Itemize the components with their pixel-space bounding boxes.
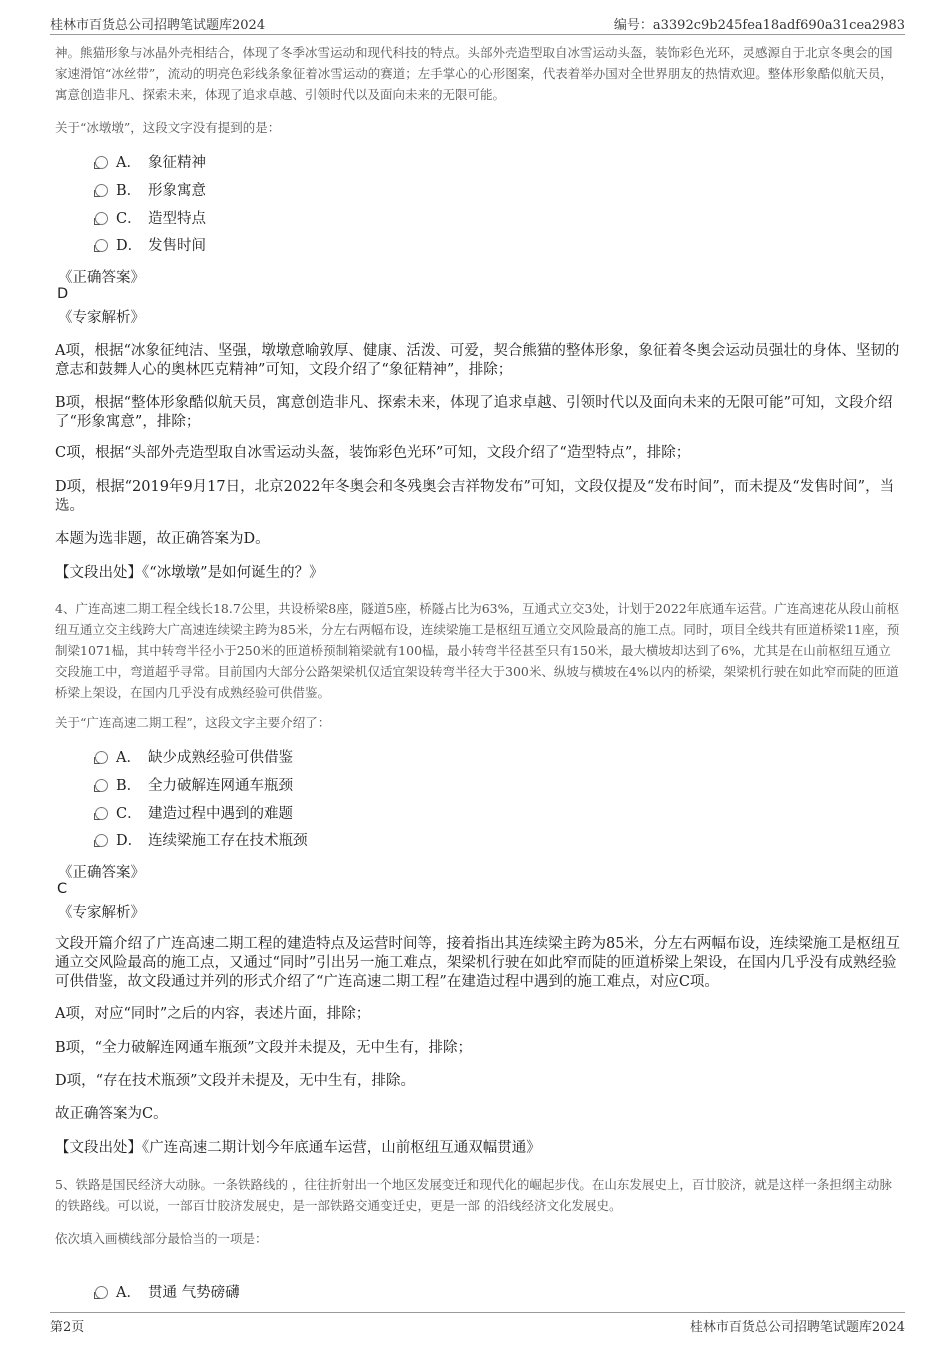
q3-option-b[interactable] bbox=[95, 181, 206, 201]
option-text: 连续梁施工存在技术瓶颈 bbox=[148, 833, 308, 849]
q4-option-b[interactable] bbox=[95, 776, 293, 796]
radio-icon[interactable] bbox=[95, 751, 108, 764]
radio-icon[interactable] bbox=[95, 212, 108, 225]
q3-option-d[interactable] bbox=[95, 236, 206, 256]
q4-analysis-d: D项，“存在技术瓶颈”文段并未提及，无中生有，排除。 bbox=[55, 1073, 415, 1089]
option-text: 发售时间 bbox=[148, 238, 206, 254]
q3-question: 关于“冰墩墩”，这段文字没有提到的是： bbox=[55, 120, 281, 135]
q5-option-a[interactable] bbox=[95, 1283, 240, 1303]
option-text: 建造过程中遇到的难题 bbox=[148, 806, 293, 822]
option-letter: A． bbox=[116, 1285, 141, 1301]
radio-icon[interactable] bbox=[95, 807, 108, 820]
q3-analysis-c: C项，根据“头部外壳造型取自冰雪运动头盔，装饰彩色光环”可知，文段介绍了“造型特点”，排除； bbox=[55, 445, 691, 461]
q4-conclusion: 故正确答案为C。 bbox=[55, 1106, 168, 1122]
q4-option-a[interactable] bbox=[95, 748, 293, 768]
header-title: 桂林市百货总公司招聘笔试题库2024 bbox=[50, 18, 266, 33]
page-footer bbox=[50, 1312, 905, 1335]
option-letter: B． bbox=[116, 183, 142, 199]
option-text: 造型特点 bbox=[148, 211, 206, 227]
q3-passage-end: 神。熊猫形象与冰晶外壳相结合，体现了冬季冰雪运动和现代科技的特点。头部外壳造型取自冰雪运动头盔，装饰彩色光环，灵感源自于北京冬奥会的国家速滑馆“冰丝带”，流动的明亮色彩线条象征着冰雪运动的赛道；左手掌心的心形图案，代表着举办国对全世界朋友的热情欢迎。整体形象酷似航天员，寓意创造非凡、探索未来，体现了追求卓越、引领时代以及面向未来的无限可能。 bbox=[55, 45, 893, 102]
q4-analysis-label: 《专家解析》 bbox=[58, 905, 145, 921]
q3-option-c[interactable] bbox=[95, 209, 206, 229]
q4-option-c[interactable] bbox=[95, 804, 293, 824]
q3-conclusion: 本题为选非题，故正确答案为D。 bbox=[55, 531, 270, 547]
q3-answer: D bbox=[57, 286, 69, 302]
page-header bbox=[50, 12, 905, 35]
option-text: 全力破解连网通车瓶颈 bbox=[148, 778, 293, 794]
option-text: 形象寓意 bbox=[148, 183, 206, 199]
option-text: 贯通 气势磅礴 bbox=[148, 1285, 240, 1301]
option-letter: A． bbox=[116, 155, 141, 171]
q4-option-d[interactable] bbox=[95, 831, 308, 851]
q3-option-a[interactable] bbox=[95, 153, 206, 173]
radio-icon[interactable] bbox=[95, 156, 108, 169]
radio-icon[interactable] bbox=[95, 834, 108, 847]
option-text: 缺少成熟经验可供借鉴 bbox=[148, 750, 293, 766]
q4-source: 【文段出处】《广连高速二期计划今年底通车运营，山前枢纽互通双幅贯通》 bbox=[55, 1140, 541, 1156]
q5-passage: 5、铁路是国民经济大动脉。一条铁路线的 ，往往折射出一个地区发展变迁和现代化的崛起步伐。在山东发展史上，百廿胶济，就是这样一条担纲主动脉的铁路线。可以说，一部百廿胶济发展史，是一部铁路交通变迁史，更是一部 的沿线经济文化发展史。 bbox=[55, 1177, 892, 1213]
option-letter: D． bbox=[116, 833, 143, 849]
q4-passage: 4、广连高速二期工程全线长18.7公里，共设桥梁8座，隧道5座，桥隧占比为63%，互通式立交3处，计划于2022年底通车运营。广连高速花从段山前枢纽互通立交主线跨大广高速连续梁主跨为85米，分左右两幅布设，连续梁施工是枢纽互通立交风险最高的施工点。同时，项目全线共有匝道桥梁11座，预制梁1071榀，其中转弯半径小于250米的匝道桥预制箱梁就有100榀，最小转弯半径甚至只有150米，最大横坡却达到了6%，尤其是在山前枢纽互通立交段施工中，弯道超乎寻常。目前国内大部分公路架梁机仅适宜架设转弯半径大于300米、纵坡与横坡在4%以内的桥梁，架梁机行驶在如此窄而陡的匝道桥梁上架设，在国内几乎没有成熟经验可供借鉴。 bbox=[55, 601, 900, 700]
q4-analysis-main: 文段开篇介绍了广连高速二期工程的建造特点及运营时间等，接着指出其连续梁主跨为85米，分左右两幅布设，连续梁施工是枢纽互通立交风险最高的施工点，又通过“同时”引出另一施工难点，架梁机行驶在如此窄而陡的匝道桥梁上架设，在国内几乎没有成熟经验可供借鉴，故文段通过并列的形式介绍了“广连高速二期工程”在建造过程中遇到的施工难点，对应C项。 bbox=[55, 936, 900, 990]
footer-title: 桂林市百货总公司招聘笔试题库2024 bbox=[689, 1320, 905, 1335]
q4-answer-label: 《正确答案》 bbox=[58, 865, 145, 881]
q3-answer-label: 《正确答案》 bbox=[58, 270, 145, 286]
option-letter: C． bbox=[116, 806, 142, 822]
page-number: 第2页 bbox=[50, 1320, 85, 1335]
q4-analysis-b: B项，“全力破解连网通车瓶颈”文段并未提及，无中生有，排除； bbox=[55, 1040, 472, 1056]
q3-analysis-label: 《专家解析》 bbox=[58, 310, 145, 326]
q4-question: 关于“广连高速二期工程”，这段文字主要介绍了： bbox=[55, 715, 331, 730]
option-text: 象征精神 bbox=[148, 155, 206, 171]
q5-question: 依次填入画横线部分最恰当的一项是： bbox=[55, 1231, 268, 1246]
radio-icon[interactable] bbox=[95, 779, 108, 792]
q3-analysis-a: A项，根据“冰象征纯洁、坚强，墩墩意喻敦厚、健康、活泼、可爱，契合熊猫的整体形象，象征着冬奥会运动员强壮的身体、坚韧的意志和鼓舞人心的奥林匹克精神”可知，文段介绍了“象征精神”，排除； bbox=[55, 343, 900, 378]
option-letter: C． bbox=[116, 211, 142, 227]
radio-icon[interactable] bbox=[95, 184, 108, 197]
q4-answer: C bbox=[57, 881, 68, 897]
q3-source: 【文段出处】《“冰墩墩”是如何诞生的？》 bbox=[55, 565, 324, 581]
q3-analysis-d: D项，根据“2019年9月17日，北京2022年冬奥会和冬残奥会吉祥物发布”可知，文段仅提及“发布时间”，而未提及“发售时间”，当选。 bbox=[55, 479, 895, 514]
radio-icon[interactable] bbox=[95, 239, 108, 252]
header-doc-id: 编号：a3392c9b245fea18adf690a31cea2983 bbox=[613, 18, 905, 33]
q3-analysis-b: B项，根据“整体形象酷似航天员，寓意创造非凡、探索未来，体现了追求卓越、引领时代以及面向未来的无限可能”可知，文段介绍了“形象寓意”，排除； bbox=[55, 395, 893, 430]
radio-icon[interactable] bbox=[95, 1286, 108, 1299]
option-letter: B． bbox=[116, 778, 142, 794]
option-letter: D． bbox=[116, 238, 143, 254]
q4-analysis-a: A项，对应“同时”之后的内容，表述片面，排除； bbox=[55, 1006, 371, 1022]
option-letter: A． bbox=[116, 750, 141, 766]
